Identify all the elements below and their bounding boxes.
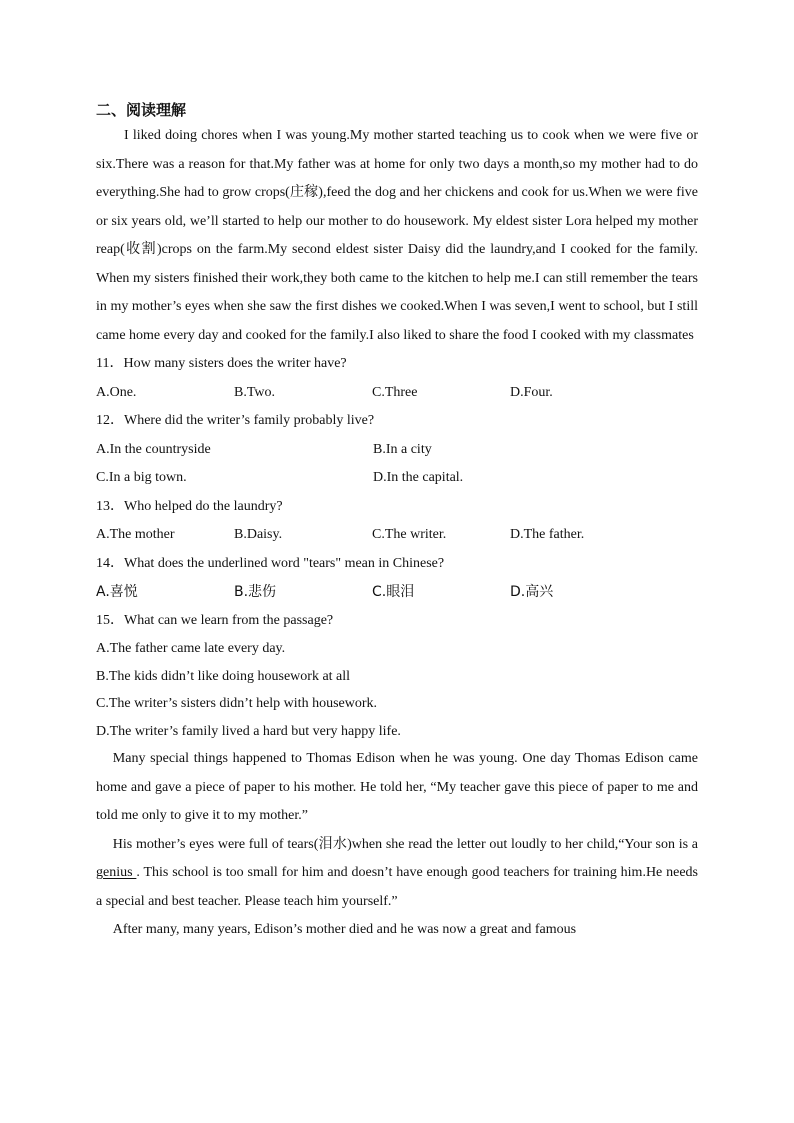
option-a: A.The mother (96, 527, 175, 542)
option-c: C.In a big town. (96, 470, 187, 485)
question-12-options-row1 (96, 436, 698, 465)
option-a: A.喜悦 (96, 584, 138, 600)
passage-2-paragraph-1: Many special things happened to Thomas Edison when he was young. One day Thomas Edison came home and gave a piece of paper to his mother. He told her, “My teacher gave this piece of paper to me and told me only to give it to my mother.” (96, 751, 698, 823)
option-d: D.The writer’s family lived a hard but very happy life. (96, 723, 401, 739)
underlined-word-genius: genius (96, 865, 137, 880)
option-d: D.高兴 (510, 584, 554, 600)
option-a: A.In the countryside (96, 441, 211, 457)
passage-1: I liked doing chores when I was young.My mother started teaching us to cook when we were five or six.There was a reason for that.My father was at home for only two days a month,so my mother had to do everything.She had to grow crops(庄稼),feed the dog and her chickens and cook for us.When we were five or six years old, we’ll started to help our mother to do housework. My eldest sister Lora helped my mother reap(收割)crops on the farm.My second eldest sister Daisy did the laundry,and I cooked for the family. When my sisters finished their work,they both came to the kitchen to help me.I can still remember the tears in my mother’s eyes when she saw the first dishes we cooked.When I was seven,I went to school, but I still came home every day and cooked for the family.I also liked to share the food I cooked with my classmates (96, 128, 698, 343)
page-content (96, 100, 698, 945)
option-b: B.The kids didn’t like doing housework at all (96, 668, 351, 684)
question-12: 12．Where did the writer’s family probably live? (96, 413, 375, 428)
passage-2-paragraph-2 (96, 831, 698, 917)
option-c: C.Three (372, 384, 418, 400)
passage-2-paragraph-3: After many, many years, Edison’s mother died and he was now a great and famous (112, 922, 577, 937)
question-11-options (96, 379, 698, 408)
option-d: D.Four. (510, 384, 553, 400)
option-b: B.Two. (234, 384, 276, 400)
section-heading: 二、阅读理解 (96, 101, 187, 119)
option-a: A.The father came late every day. (96, 641, 286, 656)
question-12-options-row2 (96, 464, 698, 493)
question-15: 15．What can we learn from the passage? (96, 612, 334, 628)
option-c: C.眼泪 (372, 584, 415, 600)
question-14-options (96, 578, 698, 607)
passage-2-paragraph-2-after: . This school is too small for him and doesn’t have enough good teachers for training him.He needs a special and best teacher. Please teach him yourself.” (96, 865, 698, 909)
option-a: A.One. (96, 384, 137, 400)
option-b: B.In a city (373, 441, 432, 457)
option-b: B.Daisy. (234, 527, 283, 542)
question-13-options (96, 521, 698, 550)
option-c: C.The writer. (372, 527, 447, 542)
question-14: 14．What does the underlined word "tears" mean in Chinese? (96, 555, 445, 571)
question-13: 13．Who helped do the laundry? (96, 498, 283, 514)
passage-2-paragraph-2-before: His mother’s eyes were full of tears(泪水)when she read the letter out loudly to her child,“Your son is a (112, 836, 698, 852)
option-b: B.悲伤 (234, 584, 277, 600)
option-d: D.In the capital. (373, 470, 464, 485)
option-c: C.The writer’s sisters didn’t help with housework. (96, 696, 378, 711)
question-11: 11．How many sisters does the writer have? (96, 356, 347, 371)
option-d: D.The father. (510, 527, 585, 542)
